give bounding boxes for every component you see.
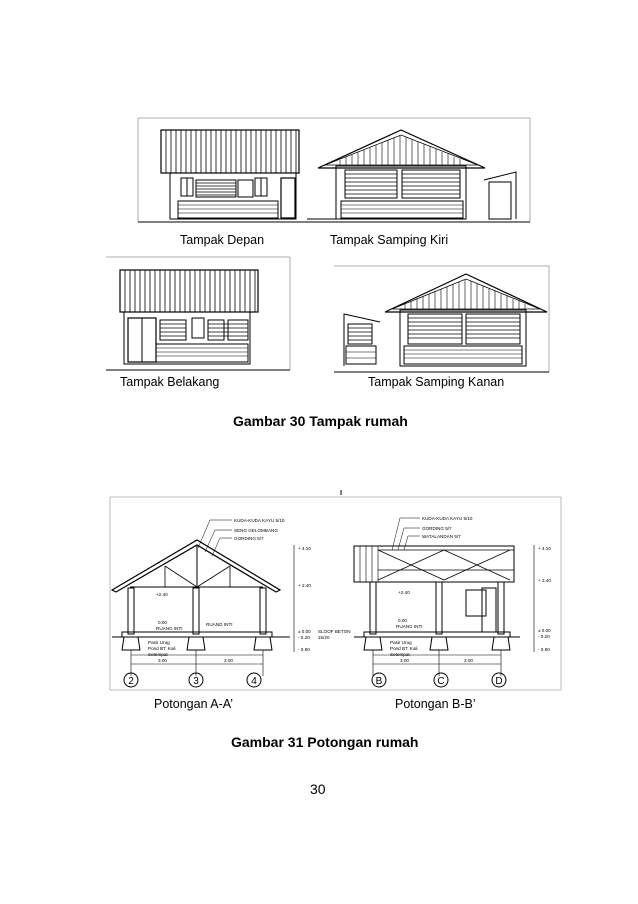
section-a-dim-2: 3.00 (224, 658, 233, 663)
section-b-inner-level: +2.40 (398, 590, 410, 595)
section-a-floor-level: 0.00 (158, 620, 167, 625)
section-b-callout-2: GORDING 5/7 (422, 526, 452, 531)
page-number: 30 (310, 781, 326, 797)
figure-31-caption: Gambar 31 Potongan rumah (231, 734, 419, 750)
section-b-level-5: - 0.80 (538, 647, 550, 652)
section-b-level-2: + 2.40 (538, 578, 551, 583)
section-b-floor-level: 0.00 (398, 618, 407, 623)
section-a-callout-3: GORDING 5/7 (234, 536, 264, 541)
section-b-level-4: - 0.20 (538, 634, 550, 639)
section-b-sloof-2: 15/20 (318, 635, 330, 640)
section-a-inner-level: +2.40 (156, 592, 168, 597)
section-a-room-1: RUANG INTI (156, 626, 183, 631)
grid-marker-b: B (375, 676, 383, 687)
grid-marker-c: C (437, 676, 445, 687)
section-b-dim-2: 3.00 (464, 658, 473, 663)
section-a-callout-1: KUDA-KUDA KAYU 5/10 (234, 518, 285, 523)
section-a-level-3: ± 0.00 (298, 629, 311, 634)
section-a-callout-2: SENG GELOMBANG (234, 528, 278, 533)
section-b-callout-3: WATALANDAN 5/7 (422, 534, 461, 539)
figure-30-caption: Gambar 30 Tampak rumah (233, 413, 408, 429)
section-a-level-4: - 0.20 (298, 635, 310, 640)
grid-marker-4: 4 (251, 676, 257, 687)
section-a-level-1: + 4.10 (298, 546, 311, 551)
section-a-dim-1: 3.00 (158, 658, 167, 663)
section-a-drawing (112, 520, 294, 687)
section-b-level-3: ± 0.00 (538, 628, 551, 633)
section-b-room: RUANG INTI (396, 624, 423, 629)
grid-marker-d: D (495, 676, 503, 687)
label-right-side-elevation: Tampak Samping Kanan (368, 375, 505, 389)
section-b-foundation-1: Pasir Urug (390, 640, 412, 645)
grid-marker-3: 3 (193, 676, 199, 687)
section-b-sloof-1: SLOOF BETON (318, 629, 351, 634)
section-b-foundation-3: Setempat (390, 652, 410, 657)
section-b-foundation-2: Pond BT. Kali (390, 646, 418, 651)
label-rear-elevation: Tampak Belakang (120, 375, 220, 389)
label-section-b: Potongan B-B’ (395, 697, 476, 711)
grid-marker-2: 2 (128, 676, 134, 687)
section-a-level-2: + 2.40 (298, 583, 311, 588)
section-a-room-2: RUANG INTI (206, 622, 233, 627)
section-b-callout-1: KUDA-KUDA KAYU 5/10 (422, 516, 473, 521)
section-b-level-1: + 4.10 (538, 546, 551, 551)
label-front-elevation: Tampak Depan (180, 233, 265, 247)
section-b-drawing (354, 518, 534, 687)
label-section-a: Potongan A-A’ (154, 697, 233, 711)
section-a-foundation-2: Pond BT. Kali (148, 646, 176, 651)
label-left-side-elevation: Tampak Samping Kiri (330, 233, 449, 247)
section-b-dim-1: 3.00 (400, 658, 409, 663)
section-a-level-5: - 0.80 (298, 647, 310, 652)
section-a-foundation-1: Pasir Urug (148, 640, 170, 645)
section-a-foundation-3: Setempat (148, 652, 168, 657)
